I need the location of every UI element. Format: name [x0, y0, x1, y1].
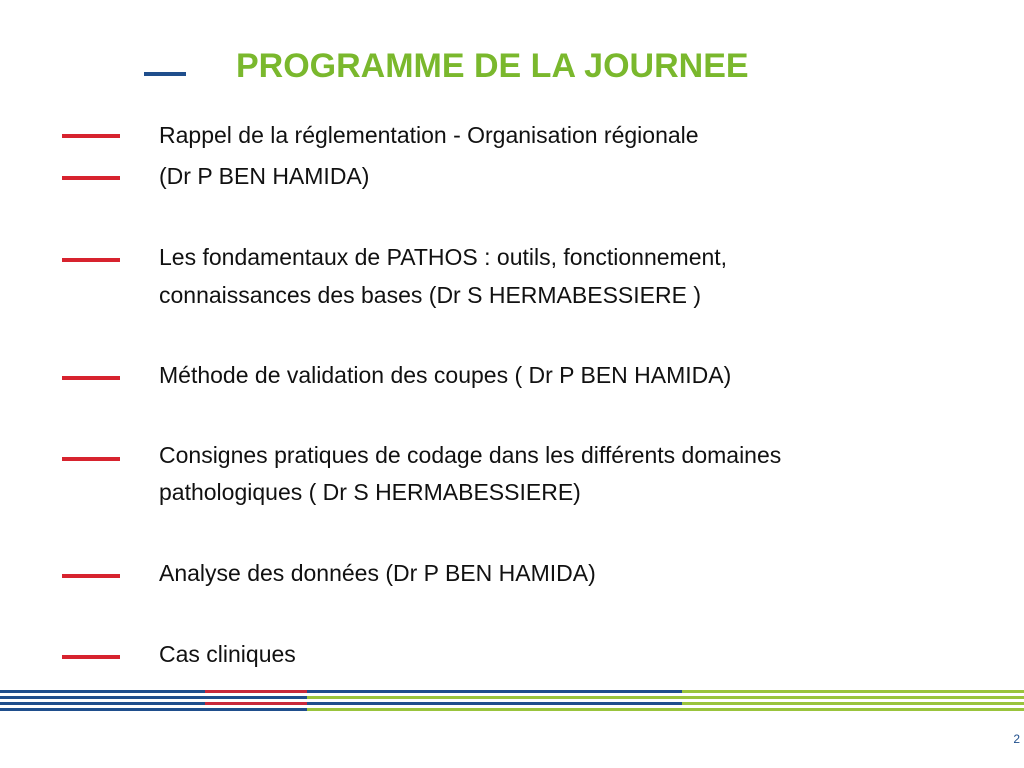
stripe-green [682, 702, 1024, 705]
agenda-item-text: Rappel de la réglementation - Organisation régionale [159, 122, 699, 148]
agenda-item-text: Analyse des données (Dr P BEN HAMIDA) [159, 560, 596, 586]
agenda-item-text: Les fondamentaux de PATHOS : outils, fonctionnement, [159, 244, 728, 270]
footer-stripes [0, 690, 1024, 716]
stripe-green [307, 708, 682, 711]
stripe-red [205, 702, 307, 705]
stripe-green [307, 696, 682, 699]
stripe-green [682, 708, 1024, 711]
bullet-dash-icon [62, 655, 120, 659]
stripe-blue [307, 690, 682, 693]
title-accent-dash [144, 72, 186, 76]
agenda-item-text: Cas cliniques [159, 641, 296, 667]
bullet-dash-icon [62, 134, 120, 138]
stripe-blue [0, 702, 205, 705]
stripe-red [205, 690, 307, 693]
slide-title: PROGRAMME DE LA JOURNEE [236, 47, 749, 85]
stripe-green [682, 690, 1024, 693]
stripe-blue [0, 696, 205, 699]
agenda-item-text: connaissances des bases (Dr S HERMABESSIERE ) [159, 282, 701, 308]
stripe-blue [0, 708, 205, 711]
bullet-dash-icon [62, 176, 120, 180]
stripe-green [682, 696, 1024, 699]
bullet-dash-icon [62, 258, 120, 262]
stripe-blue [205, 708, 307, 711]
bullet-dash-icon [62, 376, 120, 380]
slide-number: 2 [1013, 732, 1020, 746]
stripe-blue [205, 696, 307, 699]
bullet-dash-icon [62, 457, 120, 461]
stripe-blue [307, 702, 682, 705]
agenda-item-text: Consignes pratiques de codage dans les différents domaines [159, 442, 782, 468]
bullet-dash-icon [62, 574, 120, 578]
stripe-blue [0, 690, 205, 693]
agenda-item-text: Méthode de validation des coupes ( Dr P BEN HAMIDA) [159, 362, 732, 388]
agenda-item-text: pathologiques ( Dr S HERMABESSIERE) [159, 479, 581, 505]
agenda-item-text: (Dr P BEN HAMIDA) [159, 163, 370, 189]
